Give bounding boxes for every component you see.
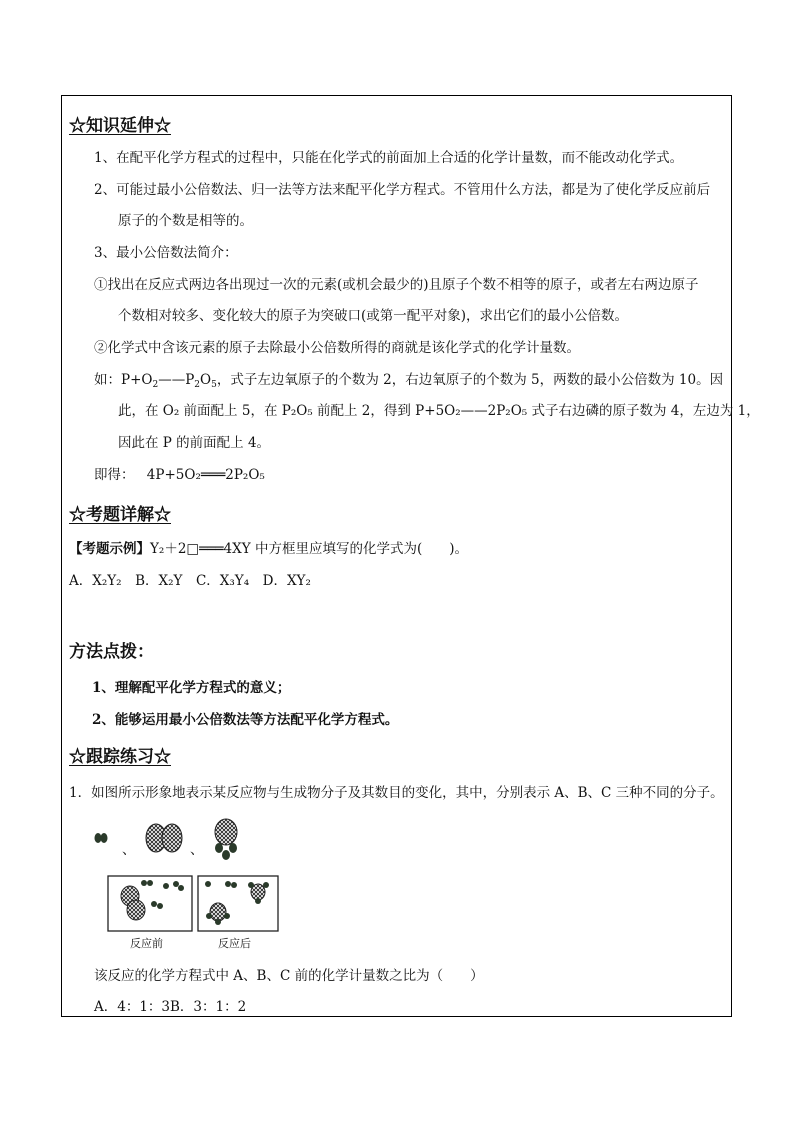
practice-question-1b: 该反应的化学方程式中 A、B、C 前的化学计量数之比为（ ） (94, 968, 484, 984)
circled-point-1a: ①找出在反应式两边各出现过一次的元素(或机会最少的)且原子个数不相等的原子，或者左右两边原子 (94, 277, 699, 293)
caption-after: 反应后 (218, 937, 251, 950)
example-line-c: 因此在 P 的前面配上 4。 (118, 435, 271, 451)
section-title-practice: ☆跟踪练习☆ (69, 747, 171, 767)
eq-sub: 5 (211, 380, 217, 390)
section-title-knowledge: ☆知识延伸☆ (69, 116, 171, 136)
practice-question-1: 1．如图所示形象地表示某反应物与生成物分子及其数目的变化，其中，分别表示 A、B、C 三种不同的分子。 (69, 785, 724, 801)
molecule-a-icon (95, 833, 108, 843)
question-text: Y₂＋2□═══4XY 中方框里应填写的化学式为( )。 (150, 541, 468, 557)
eq-oxygen: O (200, 372, 212, 388)
legend-separator-1: 、 (122, 842, 136, 858)
before-reaction-box (108, 876, 192, 931)
result-label: 即得： (94, 467, 135, 483)
paragraph-2a: 2、可能过最小公倍数法、归一法等方法来配平化学方程式。不管用什么方法，都是为了使化学反应前后 (94, 182, 711, 198)
method-point-2: 2、能够运用最小公倍数法等方法配平化学方程式。 (92, 712, 399, 728)
exam-question (69, 537, 468, 557)
paragraph-3: 3、最小公倍数法简介： (94, 245, 238, 261)
question-tag: 【考题示例】 (69, 541, 150, 557)
result-line (94, 463, 265, 483)
paragraph-1: 1、在配平化学方程式的过程中，只能在化学式的前面加上合适的化学计量数，而不能改动化学式。 (94, 150, 684, 166)
eq-sub: 2 (152, 380, 159, 390)
example-line-b: 此，在 O₂ 前面配上 5，在 P₂O₅ 前配上 2，得到 P+5O₂——2P₂O₅ 式子右边磷的原子数为 4，左边为 1， (118, 403, 760, 419)
eq-arrow: ——P (158, 372, 195, 388)
caption-before: 反应前 (130, 937, 163, 950)
after-reaction-box (198, 876, 278, 931)
molecule-c-icon (215, 819, 237, 860)
practice-answers: A．4：1：3B．3：1：2 (94, 999, 247, 1015)
example-text: ，式子左边氧原子的个数为 2，右边氧原子的个数为 5，两数的最小公倍数为 10。因 (216, 372, 724, 388)
molecule-b-icon (146, 824, 182, 852)
method-title: 方法点拨： (69, 642, 154, 662)
method-point-1: 1、理解配平化学方程式的意义； (92, 680, 291, 696)
circled-point-2: ②化学式中含该元素的原子去除最小公倍数所得的商就是该化学式的化学计量数。 (94, 340, 580, 356)
exam-options: A．X₂Y₂ B．X₂Y C．X₃Y₄ D．XY₂ (69, 573, 311, 589)
eq-prefix: 如：P+O (94, 372, 153, 388)
eq-sub: 2 (194, 380, 201, 390)
paragraph-2b: 原子的个数是相等的。 (118, 213, 253, 229)
legend-separator-2: 、 (190, 842, 204, 858)
circled-point-1b: 个数相对较多、变化较大的原子为突破口(或第一配平对象)，求出它们的最小公倍数。 (118, 308, 629, 324)
section-title-exam: ☆考题详解☆ (69, 505, 171, 525)
content-box (61, 95, 760, 1017)
reaction-diagram (106, 874, 286, 934)
example-line-a (94, 368, 723, 390)
result-equation: 4P+5O₂═══2P₂O₅ (146, 467, 265, 483)
molecule-legend (92, 814, 252, 864)
